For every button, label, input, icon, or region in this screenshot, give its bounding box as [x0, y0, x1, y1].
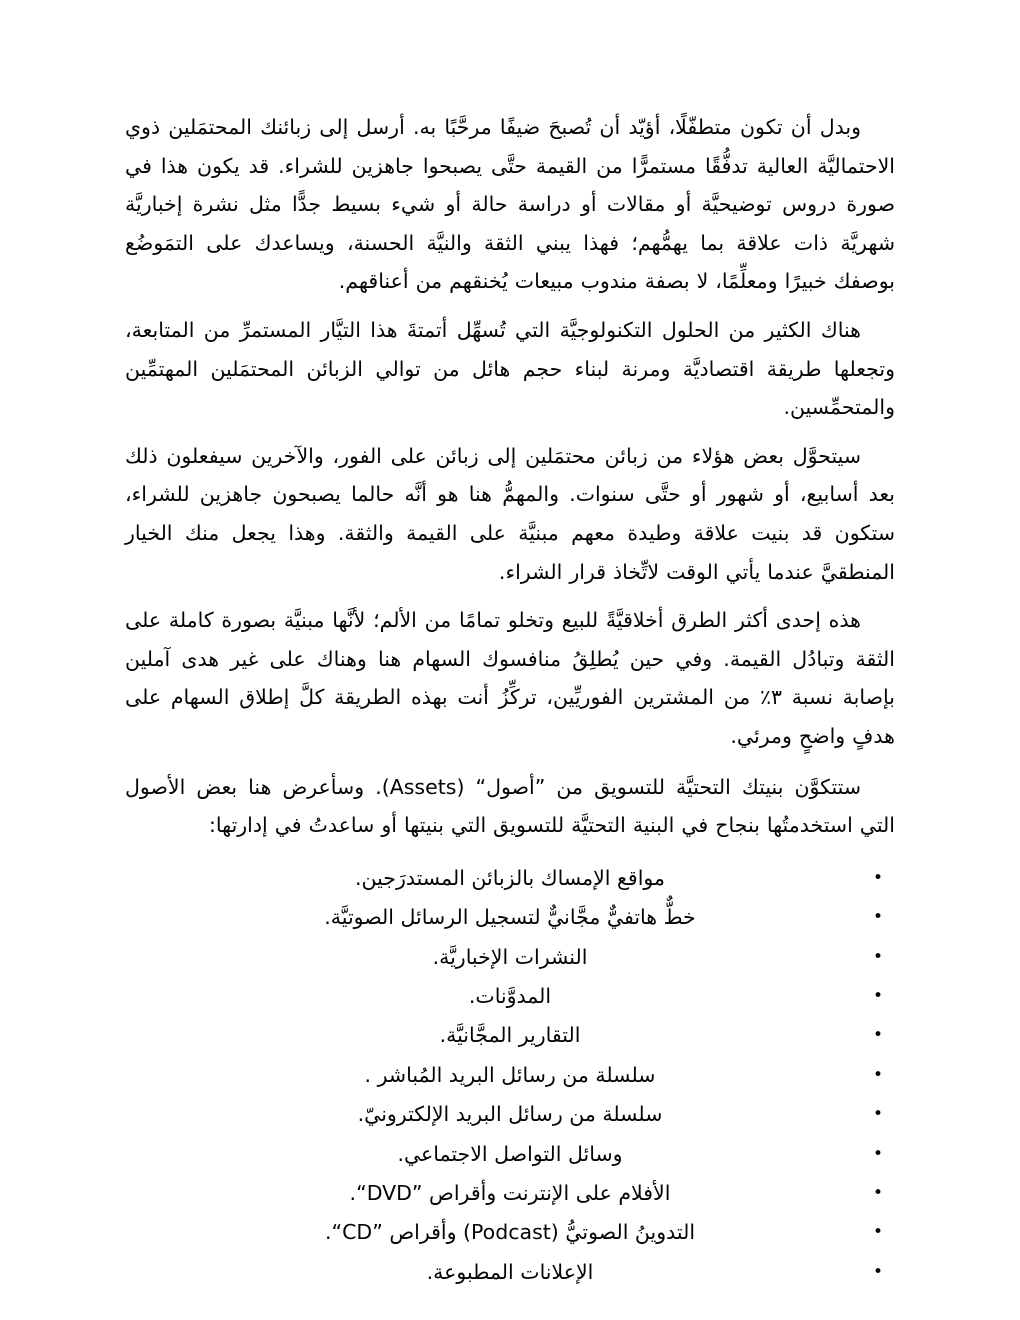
page-content	[125, 108, 895, 1292]
bullet-icon: •	[872, 946, 883, 967]
list-item-label: سلسلة من رسائل البريد المُباشر .	[364, 1062, 656, 1087]
list-item-label: النشرات الإخباريَّة.	[432, 944, 588, 969]
bullet-icon: •	[872, 1025, 883, 1046]
list-item	[125, 1253, 895, 1292]
list-item	[125, 898, 895, 937]
bullet-icon: •	[872, 1104, 883, 1125]
paragraph-1: وبدل أن تكون متطفّلًا، أؤيّد أن تُصبحَ ضيفًا مرحَّبًا به. أرسل إلى زبائنك المحتمَلين ذوي الاحتماليَّة العالية تدفُّقًا مستمرًّا من القيمة حتَّى يصبحوا جاهزين للشراء. قد يكون هذا في صورة دروس توضيحيَّة أو مقالات أو دراسة حالة أو شيء بسيط جدًّا مثل نشرة إخباريَّة شهريَّة ذات علاقة بما يهمُّهم؛ فهذا يبني الثقة والنيَّة الحسنة، ويساعدك على التمَوضُع بوصفك خبيرًا ومعلِّمًا، لا بصفة مندوب مبيعات يُخنقهم من أعناقهم.	[125, 115, 895, 294]
list-item	[125, 1174, 895, 1213]
list-item-label: خطٌّ هاتفيٌّ مجَّانيٌّ لتسجيل الرسائل الصوتيَّة.	[324, 905, 696, 930]
paragraph-2: هناك الكثير من الحلول التكنولوجيَّة التي تُسهِّل أتمتةَ هذا التيَّار المستمرِّ من المتابعة، وتجعلها طريقة اقتصاديَّة ومرنة لبناء حجم هائل من توالي الزبائن المحتمَلين المهتمِّين والمتحمِّسين.	[125, 317, 895, 420]
list-item	[125, 938, 895, 977]
bullet-icon: •	[872, 867, 883, 888]
list-item-label: الإعلانات المطبوعة.	[426, 1259, 594, 1284]
bullet-icon: •	[872, 1143, 883, 1164]
paragraph-4: هذه إحدى أكثر الطرق أخلاقيَّةً للبيع وتخلو تمامًا من الألم؛ لأنَّها مبنيَّة بصورة كاملة على الثقة وتبادُل القيمة. وفي حين يُطلِقُ منافسوك السهام هنا وهناك على غير هدى آملين بإصابة نسبة ٣٪ من المشترين الفوريِّين، تركِّزُ أنت بهذه الطريقة كلَّ إطلاق السهام على هدفٍ واضحٍ ومرئي.	[125, 608, 895, 748]
list-item-label: المدوَّنات.	[468, 983, 552, 1008]
bullet-icon: •	[872, 1261, 883, 1282]
list-item	[125, 1016, 895, 1055]
list-item-label: الأفلام على الإنترنت وأقراص ”DVD“.	[349, 1180, 671, 1205]
bullet-icon: •	[872, 1222, 883, 1243]
paragraph-3: سيتحوَّل بعض هؤلاء من زبائن محتمَلين إلى زبائن على الفور، والآخرين سيفعلون ذلك بعد أسابيع، أو شهور أو حتَّى سنوات. والمهمُّ هنا هو أنَّه حالما يصبحون جاهزين للشراء، ستكون قد بنيت علاقة وطيدة معهم مبنيَّة على القيمة والثقة. وهذا يجعل منك الخيار المنطقيَّ عندما يأتي الوقت لاتِّخاذ قرار الشراء.	[125, 443, 895, 584]
list-item-label: مواقع الإمساك بالزبائن المستدرَجين.	[354, 865, 665, 890]
list-item	[125, 1095, 895, 1134]
bullet-icon: •	[872, 907, 883, 928]
list-item	[125, 859, 895, 898]
bullet-icon: •	[872, 985, 883, 1006]
list-item-label: وسائل التواصل الاجتماعي.	[397, 1141, 623, 1166]
list-item	[125, 1135, 895, 1174]
list-item-label: التقارير المجَّانيَّة.	[439, 1023, 581, 1048]
list-item	[125, 1056, 895, 1095]
bullet-icon: •	[872, 1182, 883, 1203]
list-item-label: سلسلة من رسائل البريد الإلكترونيّ.	[357, 1102, 663, 1127]
marketing-assets-list	[125, 859, 895, 1292]
paragraph-5-assets-intro: ستتكوَّن بنيتك التحتيَّة للتسويق من ”أصول“ (Assets). وسأعرض هنا بعض الأصول التي استخدمتُها بنجاح في البنية التحتيَّة للتسويق التي بنيتها أو ساعدتُ في إدارتها:	[125, 774, 895, 838]
list-item-label: التدوينُ الصوتيُّ (Podcast) وأقراص ”CD“.	[324, 1220, 696, 1245]
list-item	[125, 1213, 895, 1252]
bullet-icon: •	[872, 1064, 883, 1085]
list-item	[125, 977, 895, 1016]
